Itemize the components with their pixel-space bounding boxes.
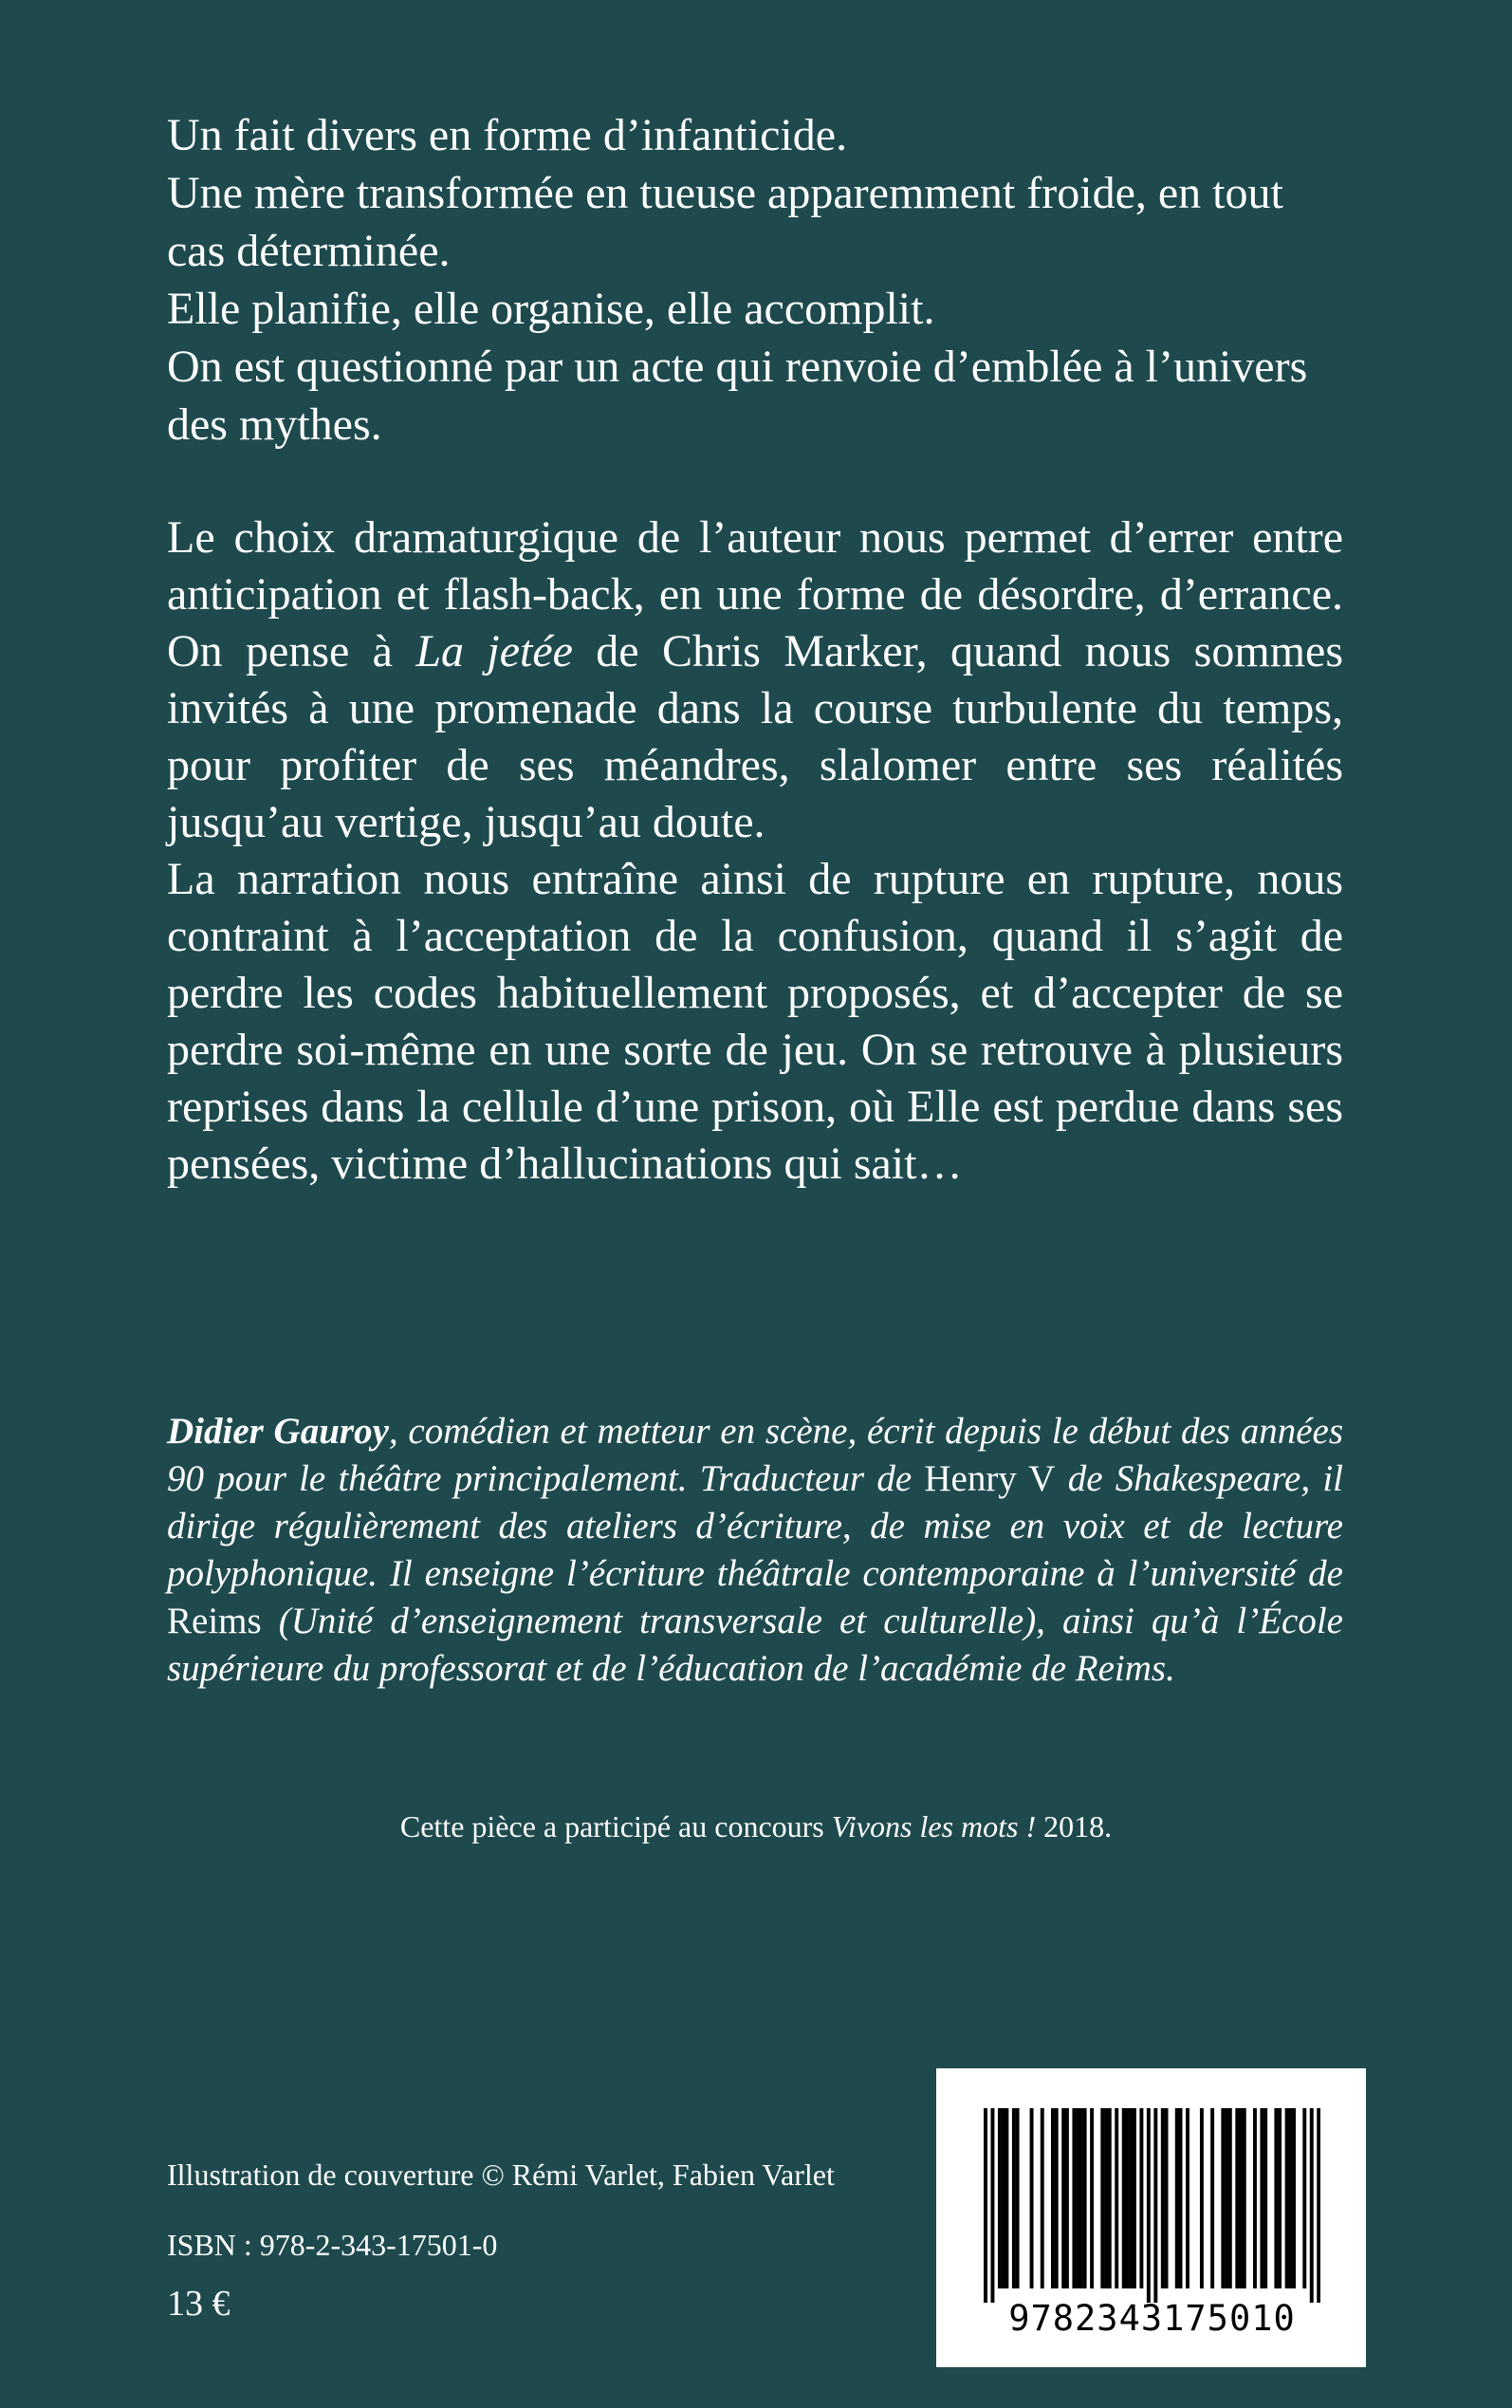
contest-text: 2018. xyxy=(1036,1809,1113,1843)
barcode-bar xyxy=(1278,2108,1282,2288)
barcode-bar xyxy=(1253,2108,1257,2288)
barcode-bar xyxy=(1239,2108,1243,2288)
barcode-bar xyxy=(1200,2108,1204,2288)
barcode-bar xyxy=(1065,2108,1069,2288)
synopsis-text: Le choix dramaturgique de l’auteur nous permet d’errer entre anticipation et flash-back, en une forme de désordre, d’errance. On pense à xyxy=(167,512,1343,676)
price: 13 € xyxy=(167,2284,230,2324)
barcode-bar xyxy=(1100,2108,1104,2288)
barcode-bar xyxy=(1161,2108,1165,2288)
barcode-bar xyxy=(1225,2108,1228,2288)
barcode xyxy=(936,2068,1366,2367)
barcode-bar xyxy=(1235,2108,1239,2288)
film-title: La jetée xyxy=(415,626,573,676)
barcode-bar xyxy=(1310,2108,1314,2303)
barcode-bar xyxy=(1288,2108,1292,2288)
intro-line: Une mère transformée en tueuse apparemment froide, en tout cas déterminée. xyxy=(167,168,1283,276)
barcode-bar xyxy=(1274,2108,1278,2288)
cover-credit: Illustration de couverture © Rémi Varlet, Fabien Varlet xyxy=(167,2158,835,2192)
barcode-bar xyxy=(1302,2108,1306,2288)
barcode-bar xyxy=(1016,2108,1020,2288)
contest-note xyxy=(0,1809,1512,1844)
city-name: Reims xyxy=(167,1601,262,1641)
intro-line: Elle planifie, elle organise, elle accomplit. xyxy=(167,284,935,334)
barcode-bar xyxy=(1041,2108,1044,2288)
synopsis-paragraphs xyxy=(167,509,1343,1193)
barcode-bar xyxy=(1079,2108,1083,2288)
contest-name: Vivons les mots ! xyxy=(831,1809,1037,1843)
barcode-bar xyxy=(1125,2108,1129,2288)
barcode-digits: 9782343175010 xyxy=(1008,2298,1296,2339)
barcode-bar xyxy=(1051,2108,1055,2288)
barcode-bar xyxy=(1090,2108,1094,2288)
barcode-bars xyxy=(984,2108,1320,2307)
synopsis-text: de Chris Marker, quand nous sommes invités à une promenade dans la course turbulente du temps, pour profiter de ses méandres, slalomer entre ses réalités jusqu’au vertige, jusqu’au doute. xyxy=(167,626,1344,847)
bio-text: , comédien et metteur en scène, écrit depuis le début des années 90 pour le théâtre principalement. Traducteur de xyxy=(167,1411,1343,1499)
intro-line: Un fait divers en forme d’infanticide. xyxy=(167,110,848,160)
bio-text: (Unité d’enseignement transversale et culturelle), ainsi qu’à l’École supérieure du professorat et de l’éducation de l’académie de Reims. xyxy=(167,1601,1343,1689)
barcode-bar xyxy=(1243,2108,1246,2288)
intro-line: On est questionné par un acte qui renvoie d’emblée à l’univers des mythes. xyxy=(167,342,1308,450)
barcode-bar xyxy=(1210,2108,1214,2288)
barcode-bar xyxy=(1285,2108,1289,2288)
synopsis-paragraph-1 xyxy=(167,509,1343,851)
barcode-bar xyxy=(1012,2108,1016,2288)
barcode-bar xyxy=(1153,2108,1157,2303)
intro-paragraph xyxy=(167,106,1343,454)
barcode-bar xyxy=(1055,2108,1059,2288)
barcode-bar xyxy=(1263,2108,1267,2288)
barcode-bar xyxy=(1147,2108,1151,2303)
barcode-bar xyxy=(984,2108,987,2303)
barcode-bar xyxy=(1005,2108,1008,2288)
contest-text: Cette pièce a participé au concours xyxy=(399,1809,832,1843)
barcode-bar xyxy=(1221,2108,1225,2288)
barcode-bar xyxy=(1228,2108,1232,2288)
work-title: Henry V xyxy=(924,1458,1056,1499)
barcode-bar xyxy=(1260,2108,1263,2288)
barcode-bar xyxy=(1083,2108,1087,2288)
barcode-bar xyxy=(1030,2108,1034,2288)
barcode-bar xyxy=(1175,2108,1179,2288)
barcode-bar xyxy=(1104,2108,1108,2288)
barcode-bar xyxy=(1076,2108,1079,2288)
barcode-bar xyxy=(1139,2108,1143,2288)
barcode-bar xyxy=(1002,2108,1005,2288)
barcode-bar xyxy=(1072,2108,1076,2288)
barcode-bar xyxy=(1165,2108,1169,2288)
barcode-bar xyxy=(998,2108,1002,2288)
barcode-bar xyxy=(1108,2108,1112,2288)
barcode-bar xyxy=(1133,2108,1136,2288)
barcode-bar xyxy=(1317,2108,1320,2303)
barcode-bar xyxy=(1122,2108,1126,2288)
author-name: Didier Gauroy xyxy=(167,1411,389,1452)
barcode-bar xyxy=(1292,2108,1296,2288)
barcode-bar xyxy=(1129,2108,1133,2288)
barcode-bar xyxy=(990,2108,994,2303)
barcode-bar xyxy=(1061,2108,1065,2288)
bio-text: de Shakespeare, il dirige régulièrement des ateliers d’écriture, de mise en voix et de lecture polyphonique. Il enseigne l’écriture théâtrale contemporaine à l’université de xyxy=(167,1458,1343,1594)
barcode-bar xyxy=(1186,2108,1189,2288)
author-bio xyxy=(167,1408,1343,1693)
barcode-bar xyxy=(1115,2108,1118,2288)
barcode-bar xyxy=(1179,2108,1183,2288)
synopsis-paragraph-2: La narration nous entraîne ainsi de rupture en rupture, nous contraint à l’acceptation de la confusion, quand il s’agit de perdre les codes habituellement proposés, et d’accepter de se perdre soi-même en une sorte de jeu. On se retrouve à plusieurs reprises dans la cellule d’une prison, où Elle est perdue dans ses pensées, victime d’hallucinations qui sait… xyxy=(167,854,1343,1189)
isbn: ISBN : 978-2-343-17501-0 xyxy=(167,2228,498,2262)
